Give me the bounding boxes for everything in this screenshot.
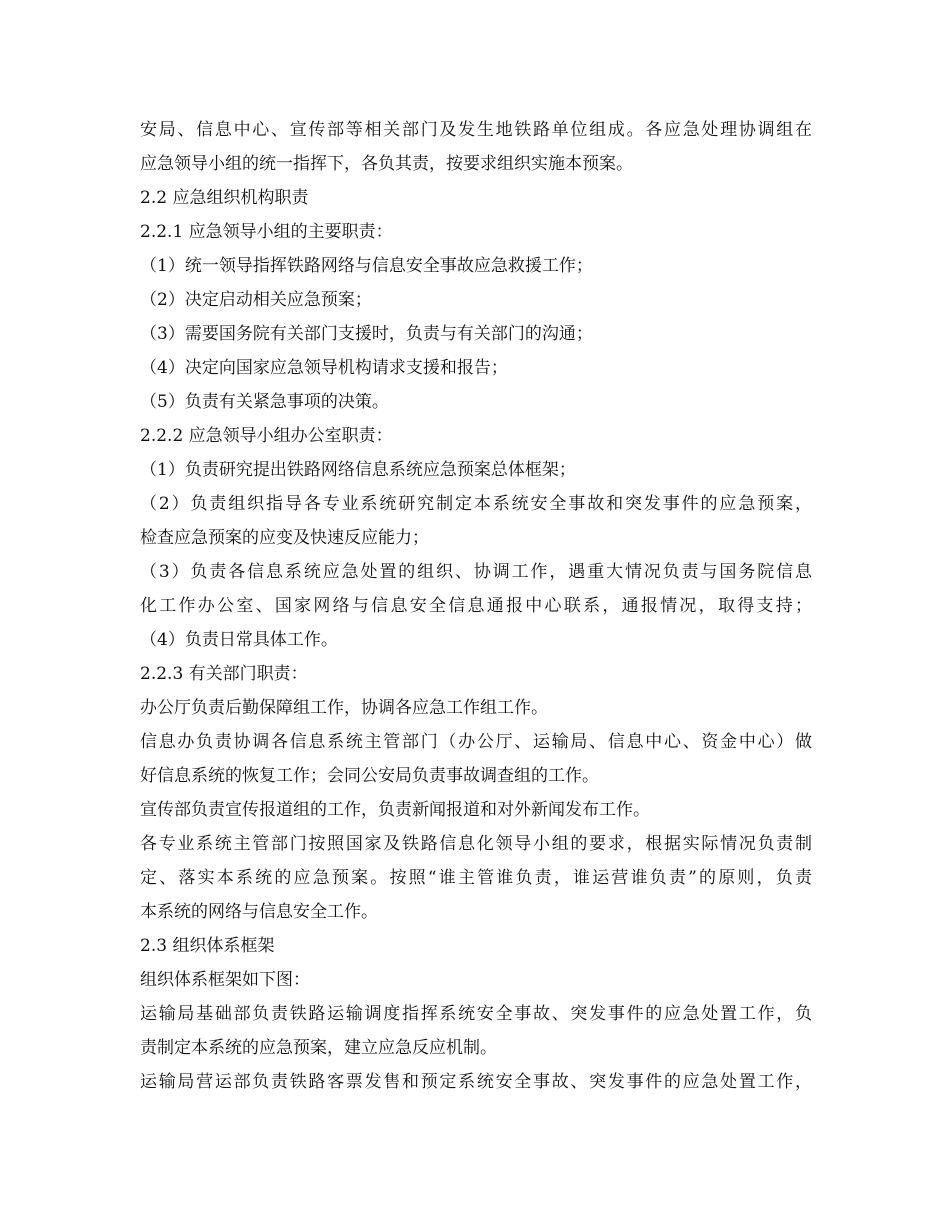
- list-item: （3）负责各信息系统应急处置的组织、协调工作，遇重大情况负责与国务院信息: [140, 562, 812, 582]
- list-item: （1）负责研究提出铁路网络信息系统应急预案总体框架；: [140, 460, 576, 480]
- subsection-heading: 2.2.2 应急领导小组办公室职责：: [140, 426, 393, 446]
- paragraph-line: 宣传部负责宣传报道组的工作，负责新闻报道和对外新闻发布工作。: [140, 800, 650, 820]
- list-item: （2）决定启动相关应急预案；: [140, 290, 372, 310]
- paragraph-line: 运输局基础部负责铁路运输调度指挥系统安全事故、突发事件的应急处置工作，负: [140, 1004, 812, 1024]
- list-item-continuation: 化工作办公室、国家网络与信息安全信息通报中心联系，通报情况，取得支持；: [140, 596, 812, 616]
- paragraph-line: 应急领导小组的统一指挥下，各负其责，按要求组织实施本预案。: [140, 154, 633, 174]
- subsection-heading: 2.2.1 应急领导小组的主要职责：: [140, 222, 393, 242]
- list-item: （3）需要国务院有关部门支援时，负责与有关部门的沟通；: [140, 324, 593, 344]
- subsection-heading: 2.2.3 有关部门职责：: [140, 664, 308, 684]
- paragraph-line: 责制定本系统的应急预案，建立应急反应机制。: [140, 1038, 497, 1058]
- section-heading: 2.3 组织体系框架: [140, 936, 275, 956]
- document-body: [140, 113, 812, 1099]
- paragraph-line: 信息办负责协调各信息系统主管部门（办公厅、运输局、信息中心、资金中心）做: [140, 732, 812, 752]
- list-item: （5）负责有关紧急事项的决策。: [140, 392, 389, 412]
- list-item: （4）负责日常具体工作。: [140, 630, 338, 650]
- list-item: （4）决定向国家应急领导机构请求支援和报告；: [140, 358, 508, 378]
- paragraph-line: 本系统的网络与信息安全工作。: [140, 902, 378, 922]
- section-heading: 2.2 应急组织机构职责: [140, 188, 309, 208]
- list-item-continuation: 检查应急预案的应变及快速反应能力；: [140, 528, 429, 548]
- list-item: （1）统一领导指挥铁路网络与信息安全事故应急救援工作；: [140, 256, 593, 276]
- paragraph-line: 运输局营运部负责铁路客票发售和预定系统安全事故、突发事件的应急处置工作，: [140, 1072, 812, 1092]
- paragraph-line: 安局、信息中心、宣传部等相关部门及发生地铁路单位组成。各应急处理协调组在: [140, 120, 812, 140]
- paragraph-line: 各专业系统主管部门按照国家及铁路信息化领导小组的要求，根据实际情况负责制: [140, 834, 812, 854]
- paragraph-line: 定、落实本系统的应急预案。按照“谁主管谁负责，谁运营谁负责”的原则，负责: [140, 868, 812, 888]
- paragraph-line: 办公厅负责后勤保障组工作，协调各应急工作组工作。: [140, 698, 548, 718]
- list-item: （2）负责组织指导各专业系统研究制定本系统安全事故和突发事件的应急预案，: [140, 494, 812, 514]
- paragraph-line: 好信息系统的恢复工作；会同公安局负责事故调查组的工作。: [140, 766, 599, 786]
- paragraph-line: 组织体系框架如下图：: [140, 970, 310, 990]
